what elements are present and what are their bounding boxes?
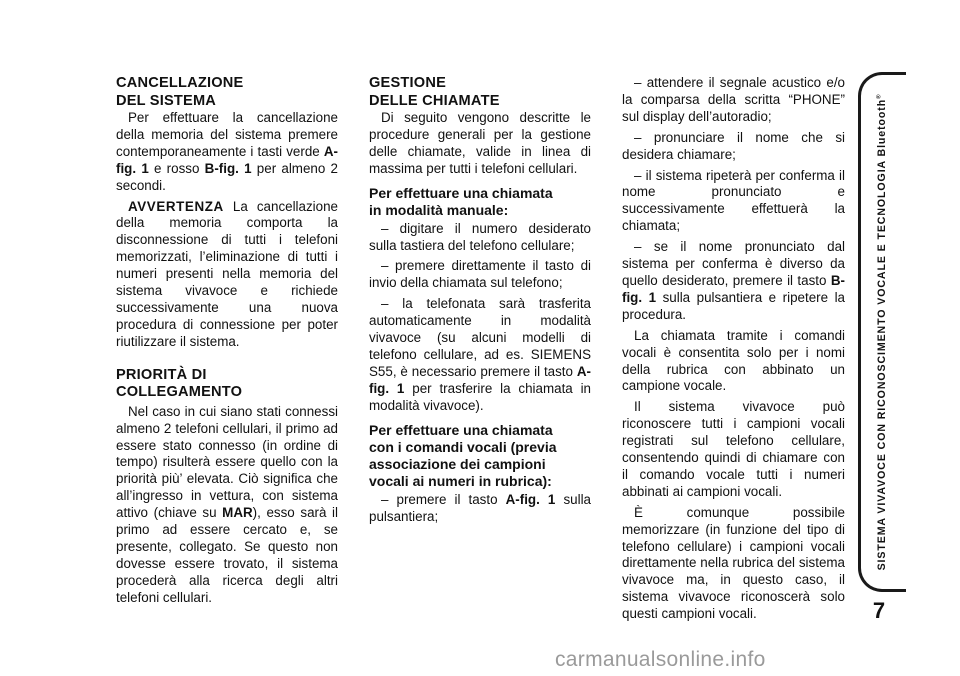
side-tab-label: SISTEMA VIVAVOCE CON RICONOSCIMENTO VOCALE E TECNOLOGIA Bluetooth® — [876, 93, 888, 571]
subheading-manuale: Per effettuare una chiamata in modalità manuale: — [369, 184, 553, 218]
paragraph-riconoscimento: Il sistema vivavoce può riconoscere tutti i campioni vocali registrati sul telefono cellulare, consentendo quindi di chiamare con il comando vocale tutti i numeri abbinati ai campioni vocali. — [622, 399, 845, 499]
step-pronunciare: – pronunciare il nome che si desidera chiamare; — [622, 129, 845, 162]
step-premere-invio: – premere direttamente il tasto di invio della chiamata sul telefono; — [369, 258, 591, 291]
paragraph-cancellazione: Per effettuare la cancellazione della memoria del sistema premere contemporaneamente i tasti verde A-fig. 1 e rosso B-fig. 1 per almeno 2 secondi. — [116, 110, 338, 193]
step-attendere: – attendere il segnale acustico e/o la comparsa della scritta “PHONE” sul display dell’autoradio; — [622, 75, 845, 124]
paragraph-intro: Di seguito vengono descritte le procedure generali per la gestione delle chiamate, valide in linea di massima per tutti i telefoni cellulari. — [369, 110, 591, 176]
column-2 — [369, 75, 591, 525]
step-digitare: – digitare il numero desiderato sulla tastiera del telefono cellulare; — [369, 220, 591, 253]
watermark: carmanualsonline.info — [555, 648, 766, 671]
step-premere-tasto: – premere il tasto A-fig. 1 sulla pulsantiera; — [369, 491, 591, 524]
section-heading-gestione: GESTIONE DELLE CHIAMATE — [369, 75, 500, 109]
page-number: 7 — [872, 598, 886, 623]
section-heading-cancellazione: CANCELLAZIONE DEL SISTEMA — [116, 75, 244, 109]
column-1 — [116, 75, 338, 607]
section-heading-priorita: PRIORITÀ DI COLLEGAMENTO — [116, 366, 243, 401]
paragraph-priorita: Nel caso in cui siano stati connessi almeno 2 telefoni cellulari, il primo ad essere stato connesso (in ordine di tempo) risulterà essere quello con la priorità più’ elevata. Ciò significa che all’ingresso in vettura, con sistema attivo (chiave su MAR), esso sarà il primo ad essere cercato e, se presente, collegato. Se questo non dovesse essere trovato, il sistema procederà alla ricerca degli altri telefoni cellulari. — [116, 403, 338, 605]
step-conferma: – il sistema ripeterà per conferma il nome pronunciato e successivamente effettuerà la chiamata; — [622, 167, 845, 234]
paragraph-memorizzare: È comunque possibile memorizzare (in funzione del tipo di telefono cellulare) i campioni vocali direttamente nella rubrica del sistema vivavoce ma, in questo caso, il sistema vivavoce riconoscerà solo questi campioni vocali. — [622, 504, 845, 622]
step-nome-diverso: – se il nome pronunciato dal sistema per conferma è diverso da quello desiderato, premere il tasto B-fig. 1 sulla pulsantiera e ripetere la procedura. — [622, 239, 846, 322]
paragraph-avvertenza: AVVERTENZA La cancellazione della memoria comporta la disconnessione di tutti i telefoni memorizzati, l’eliminazione di tutti i numeri presenti nella memoria del sistema vivavoce e richiede successivamente una nuova procedura di connessione per poter riutilizzare il sistema. — [116, 198, 338, 349]
column-3 — [622, 75, 845, 623]
subheading-vocale: Per effettuare una chiamata con i comandi vocali (previa associazione dei campioni vocali ai numeri in rubrica): — [369, 421, 557, 489]
step-trasferimento: – la telefonata sarà trasferita automaticamente in modalità vivavoce (su alcuni modelli di telefono cellulare, ad es. SIEMENS S55, è necessario premere il tasto A-fig. 1 per trasferire la chiamata in modalità vivavoce). — [369, 296, 592, 413]
paragraph-rubrica: La chiamata tramite i comandi vocali è consentita solo per i nomi della rubrica con abbinato un campione vocale. — [622, 327, 845, 394]
